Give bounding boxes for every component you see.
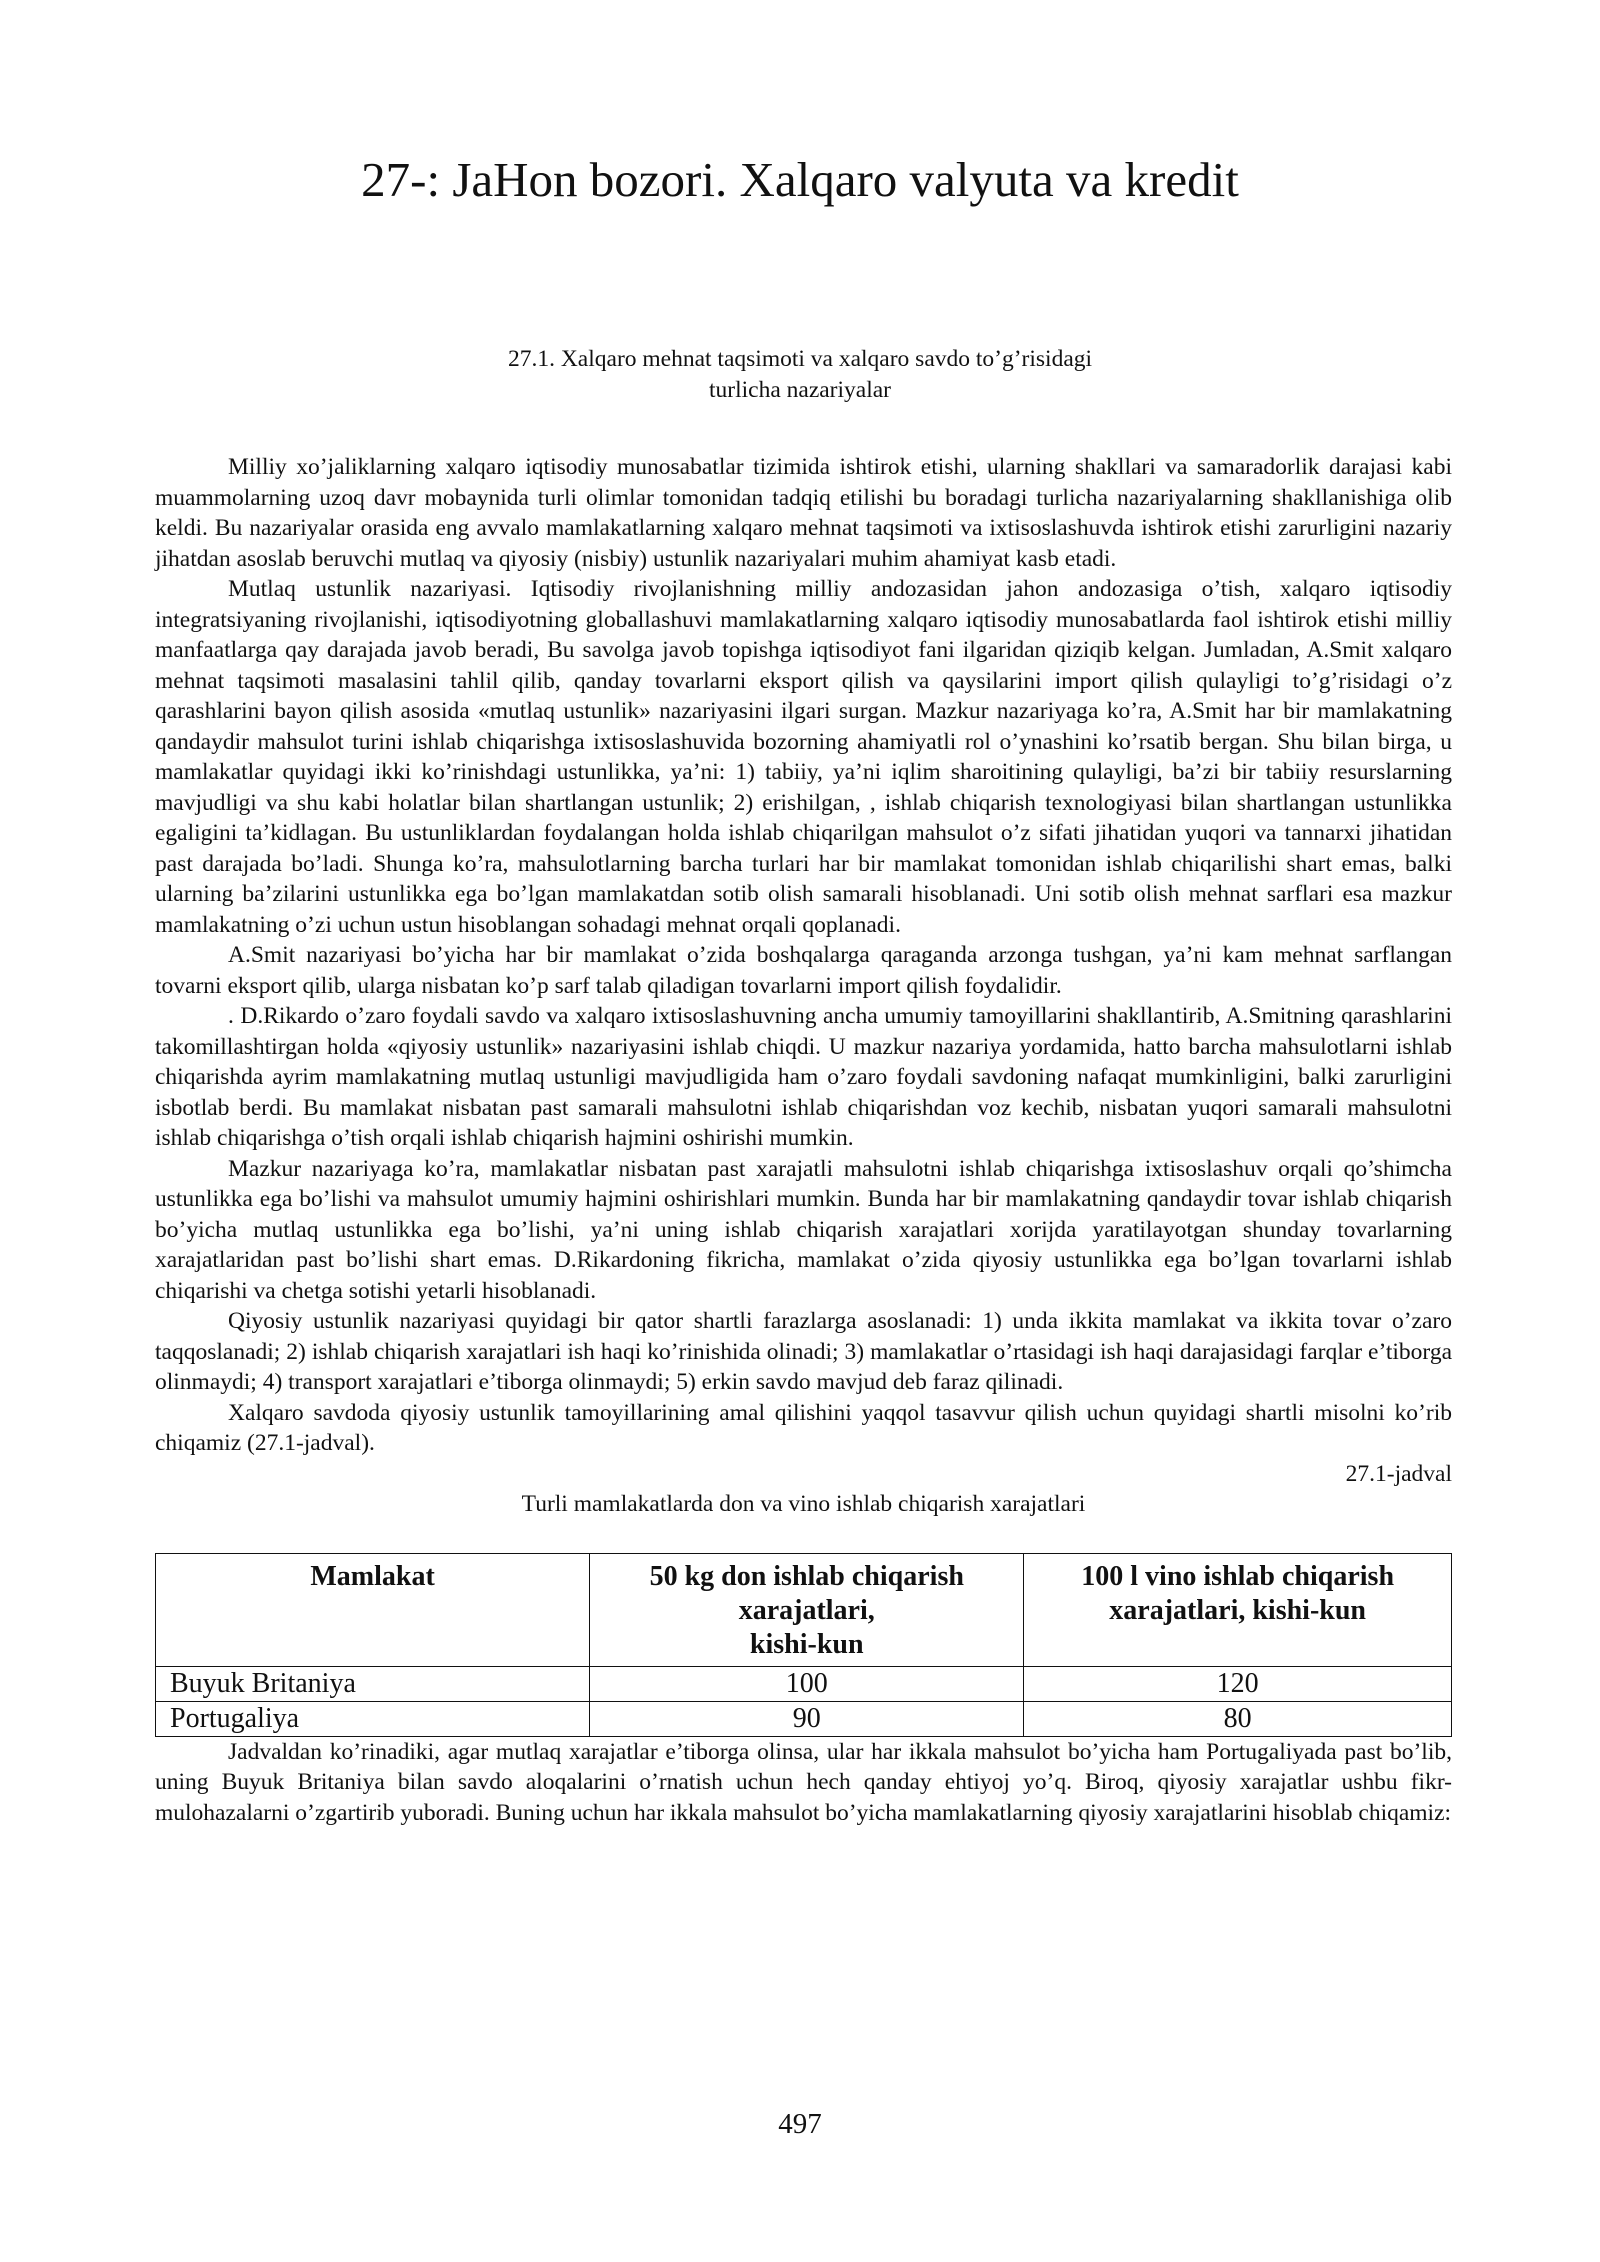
- table-row: [156, 1666, 1452, 1701]
- cost-table-container: [155, 1553, 1452, 1737]
- table-header-row: [156, 1553, 1452, 1666]
- table-label: 27.1-jadval: [1345, 1460, 1452, 1487]
- table-caption: Turli mamlakatlarda don va vino ishlab chiqarish xarajatlari: [521, 1491, 1086, 1517]
- closing-paragraph: Jadvaldan ko’rinadiki, agar mutlaq xarajatlar e’tiborga olinsa, ular har ikkala mahsulot bo’yicha ham Portugaliyada past bo’lib, uning Buyuk Britaniya bilan savdo aloqalarini o’rnatish uchun hech qanday ehtiyoj yo’q. Biroq, qiyosiy xarajatlar ushbu fikr-mulohazalarni o’zgartirib yuboradi. Buning uchun har ikkala mahsulot bo’yicha mamlakatlarning qiyosiy xarajatlarini hisoblab chiqamiz:: [155, 1738, 1452, 1826]
- body-text: [155, 452, 1452, 1828]
- paragraph: Milliy xo’jaliklarning xalqaro iqtisodiy munosabatlar tizimida ishtirok etishi, ularning shakllari va samaradorlik darajasi kabi muammolarning uzoq davr mobaynida turli olimlar tomonidan tadqiq etilishi bu boradagi turlicha nazariyalarning shakllanishiga olib keldi. Bu nazariyalar orasida eng avvalo mamlakatlarning xalqaro mehnat taqsimoti va ixtisoslashuvda ishtirok etishi zarurligini nazariy jihatdan asoslab beruvchi mutlaq va qiyosiy (nisbiy) ustunlik nazariyalari muhim ahamiyat kasb etadi.: [155, 454, 1452, 572]
- paragraph: Mutlaq ustunlik nazariyasi. Iqtisodiy rivojlanishning milliy andozasidan jahon andozasiga o’tish, xalqaro iqtisodiy integratsiyaning rivojlanishi, iqtisodiyotning globallashuvi mamlakatlarning xalqaro iqtisodiy munosabatlarda faol ishtirok etishi milliy manfaatlarga qay darajada javob beradi, Bu savolga javob topishga iqtisodiyot fani ilgaridan qiziqib kelgan. Jumladan, A.Smit xalqaro mehnat taqsimoti masalasini tahlil qilib, qanday tovarlarni eksport qilish va qaysilarini import qilish qulayligi to’g’risidagi o’z qarashlarini bayon qilish asosida «mutlaq ustunlik» nazariyasini ilgari surgan. Mazkur nazariyaga ko’ra, A.Smit har bir mamlakatning qandaydir mahsulot turini ishlab chiqarishga ixtisoslashuvida bozorning ahamiyatli rol o’ynashini ko’rsatib bergan. Shu bilan birga, u mamlakatlar quyidagi ikki ko’rinishdagi ustunlikka, ya’ni: 1) tabiiy, ya’ni iqlim sharoitining qulayligi, ba’zi bir tabiiy resurslarning mavjudligi va shu kabi holatlar bilan shartlangan ustunlik; 2) erishilgan, , ishlab chiqarish texnologiyasi bilan shartlangan ustunlikka egaligini ta’kidlagan. Bu ustunliklardan foydalangan holda ishlab chiqarilgan mahsulot o’z sifati jihatidan yuqori va tannarxi jihatidan past darajada bo’ladi. Shunga ko’ra, mahsulotlarning barcha turlari har bir mamlakat tomonidan ishlab chiqarilishi shart emas, balki ularning ba’zilarini ustunlikka ega bo’lgan mamlakatdan sotib olish samarali hisoblanadi. Uni sotib olish mehnat sarflari esa mazkur mamlakatning o’zi uchun ustun hisoblangan sohadagi mehnat orqali qoplanadi.: [155, 576, 1452, 938]
- header-country: Mamlakat: [156, 1553, 590, 1666]
- cell-grain: 90: [590, 1701, 1024, 1736]
- section-heading: [0, 344, 1600, 406]
- cell-wine: 80: [1024, 1701, 1452, 1736]
- chapter-title: 27-: JaHon bozori. Xalqaro valyuta va kredit: [361, 152, 1239, 207]
- paragraph: Qiyosiy ustunlik nazariyasi quyidagi bir qator shartli farazlarga asoslanadi: 1) unda ikkita mamlakat va ikkita tovar o’zaro taqqoslanadi; 2) ishlab chiqarish xarajatlari ish haqi ko’rinishida olinadi; 3) mamlakatlar o’rtasidagi ish haqi darajasidagi farqlar e’tiborga olinmaydi; 4) transport xarajatlari e’tiborga olinmaydi; 5) erkin savdo mavjud deb faraz qilinadi.: [155, 1308, 1452, 1395]
- paragraph: Xalqaro savdoda qiyosiy ustunlik tamoyillarining amal qilishini yaqqol tasavvur qilish uchun quyidagi shartli misolni ko’rib chiqamiz (27.1-jadval).: [155, 1399, 1452, 1456]
- paragraph: Mazkur nazariyaga ko’ra, mamlakatlar nisbatan past xarajatli mahsulotni ishlab chiqarishga ixtisoslashuv orqali qo’shimcha ustunlikka ega bo’lishi va mahsulot umumiy hajmini oshirishlari mumkin. Bunda har bir mamlakatning qandaydir tovar ishlab chiqarish bo’yicha mutlaq ustunlikka ega bo’lishi, ya’ni uning ishlab chiqarish xarajatlari xorijda yaratilayotgan shunday tovarlarning xarajatlaridan past bo’lishi shart emas. D.Rikardoning fikricha, mamlakat o’zida qiyosiy ustunlikka ega bo’lgan tovarlarni ishlab chiqarishi va chetga sotishi yetarli hisoblanadi.: [155, 1155, 1452, 1304]
- section-heading-line-1: 27.1. Xalqaro mehnat taqsimoti va xalqaro savdo to’g’risidagi: [507, 346, 1093, 372]
- cell-country: Portugaliya: [156, 1701, 590, 1736]
- section-heading-line-2: turlicha nazariyalar: [708, 377, 891, 403]
- paragraph: A.Smit nazariyasi bo’yicha har bir mamlakat o’zida boshqalarga qaraganda arzonga tushgan, ya’ni kam mehnat sarflangan tovarni eksport qilib, ularga nisbatan ko’p sarf talab qiladigan tovarlarni import qilish foydalidir.: [155, 942, 1452, 999]
- cell-wine: 120: [1024, 1666, 1452, 1701]
- cost-table: [155, 1553, 1452, 1737]
- paragraph: . D.Rikardo o’zaro foydali savdo va xalqaro ixtisoslashuvning ancha umumiy tamoyillarini shakllantirib, A.Smitning qarashlarini takomillashtirgan holda «qiyosiy ustunlik» nazariyasini ishlab chiqdi. U mazkur nazariya yordamida, hatto barcha mahsulotlarni ishlab chiqarishda ayrim mamlakatning mutlaq ustunligi mavjudligida ham o’zaro foydali savdoning nafaqat mumkinligini, balki zarurligini isbotlab berdi. Bu mamlakat nisbatan past samarali mahsulotni ishlab chiqarishdan voz kechib, nisbatan yuqori samarali mahsulotni ishlab chiqarishga o’tish orqali ishlab chiqarish hajmini oshirishi mumkin.: [155, 1003, 1452, 1151]
- header-wine-cost: 100 l vino ishlab chiqarish xarajatlari, kishi-kun: [1024, 1553, 1452, 1666]
- table-row: [156, 1701, 1452, 1736]
- header-grain-cost: 50 kg don ishlab chiqarish xarajatlari, kishi-kun: [590, 1553, 1024, 1666]
- cell-country: Buyuk Britaniya: [156, 1666, 590, 1701]
- cell-grain: 100: [590, 1666, 1024, 1701]
- page-number: 497: [778, 2108, 822, 2140]
